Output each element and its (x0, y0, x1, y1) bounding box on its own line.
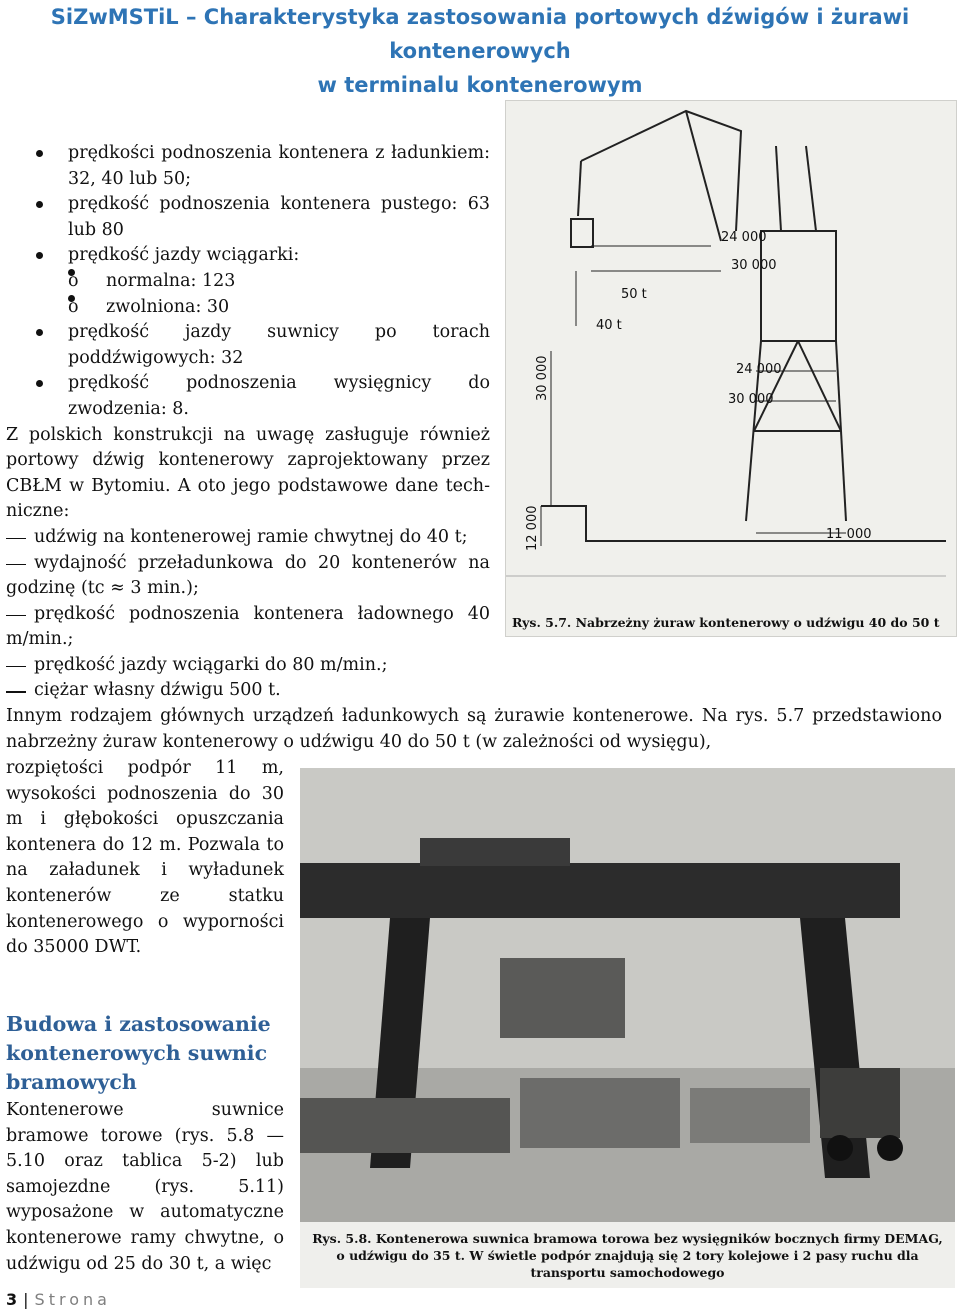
dim-label: 30 000 (728, 392, 774, 407)
bullet-item: prędkość jazdy suwnicy po torach poddźwigowych: 32 (6, 320, 490, 371)
spec-bullet-list (6, 141, 490, 423)
paragraph-cblm: Z polskich konstrukcji na uwagę zasługuje również portowy dźwig kontenerowy zaprojektowany przez CBŁM w Bytomiu. A oto jego podstawowe dane tech-niczne: (6, 424, 490, 522)
figure-caption-5-8: Rys. 5.8. Kontenerowa suwnica bramowa torowa bez wysięgników bocznych firmy DEMAG, o udźwigu do 35 t. W świetle podpór znajdują się 2 tory kolejowe i 2 pasy ruchu dla transportu samochodowego (300, 1222, 955, 1288)
dash-marker (6, 691, 26, 693)
tech-data-list (6, 525, 490, 704)
dash-marker (6, 666, 26, 668)
dash-marker (6, 615, 26, 617)
bullet-item: prędkość podnoszenia wysięgnicy do zwodzenia: 8. (6, 371, 490, 422)
dim-label: 12 000 (525, 505, 540, 551)
crane-drawing (506, 101, 956, 636)
dim-label: 30 000 (731, 258, 777, 273)
dash-item (6, 602, 490, 653)
dash-item (6, 678, 490, 704)
paragraph-crane-intro: Innym rodzajem głównych urządzeń ładunkowych są żurawie kontenerowe. Na rys. 5.7 przedstawiono nabrzeżny żuraw kontenerowy o udźwigu 40 do 50 t (w zależności od wysięgu), (6, 706, 942, 752)
dash-item-text: prędkość podnoszenia kontenera ładownego 40 m/min.; (6, 603, 490, 650)
section-heading: Budowa i zastosowanie kontenerowych suwnic bramowych (6, 1012, 271, 1094)
page-number: 3 (6, 1290, 18, 1309)
gantry-crane-photo (300, 768, 955, 1222)
dash-item-text: prędkość jazdy wciągarki do 80 m/min.; (34, 654, 388, 675)
dash-item-text: wydajność przeładunkowa do 20 kontenerów na godzinę (tc ≈ 3 min.); (6, 552, 490, 599)
sub-item: o zwolniona: 30 (6, 295, 490, 321)
gantry-crane-photo-figure (300, 768, 955, 1288)
bullet-item (6, 243, 490, 320)
dim-label: 24 000 (721, 230, 767, 245)
figure-caption-5-7: Rys. 5.7. Nabrzeżny żuraw kontenerowy o udźwigu 40 do 50 t (512, 615, 940, 630)
dash-marker (6, 538, 26, 540)
dim-label: 24 000 (736, 362, 782, 377)
sub-item: o normalna: 123 (6, 269, 490, 295)
dash-item-text: udźwig na kontenerowej ramie chwytnej do 40 t; (34, 526, 468, 547)
dash-item (6, 525, 490, 551)
paragraph-crane-specs: rozpiętości podpór 11 m, wysokości podnoszenia do 30 m i głębokości opuszczania kontenera do 12 m. Pozwala to na załadunek i wyładunek kontenerów ze statku kontenerowego o wyporności do 35000 DWT. (6, 758, 284, 958)
dash-item (6, 551, 490, 602)
dim-label: 11 000 (826, 527, 872, 542)
sub-list (6, 269, 490, 320)
header-line-1: SiZwMSTiL – Charakterystyka zastosowania portowych dźwigów i żurawi kontenerowych (50, 5, 910, 63)
dash-item (6, 653, 490, 679)
dash-item-text: ciężar własny dźwigu 500 t. (34, 680, 281, 701)
dim-label: 50 t (621, 287, 647, 302)
section-paragraph: Kontenerowe suwnice bramowe torowe (rys. 5.8 — 5.10 oraz tablica 5-2) lub samojezdne (rys. 5.11) wyposażone w automatyczne kontenerowe ramy chwytne, o udźwigu od 25 do 30 t, a więc (6, 1100, 284, 1274)
footer-separator: | (23, 1290, 29, 1309)
bullet-item-text: prędkość jazdy wciągarki: (68, 245, 300, 266)
left-text-column (6, 141, 490, 704)
crane-drawing-figure (505, 100, 957, 637)
dim-label: 30 000 (535, 355, 550, 401)
page-footer (6, 1290, 111, 1309)
footer-word: Strona (34, 1290, 111, 1309)
dim-label: 40 t (596, 318, 622, 333)
page-header (0, 0, 960, 102)
bullet-item: prędkości podnoszenia kontenera z ładunkiem: 32, 40 lub 50; (6, 141, 490, 192)
header-line-2: w terminalu kontenerowym (317, 73, 643, 97)
dash-marker (6, 564, 26, 566)
bullet-item: prędkość podnoszenia kontenera pustego: 63 lub 80 (6, 192, 490, 243)
